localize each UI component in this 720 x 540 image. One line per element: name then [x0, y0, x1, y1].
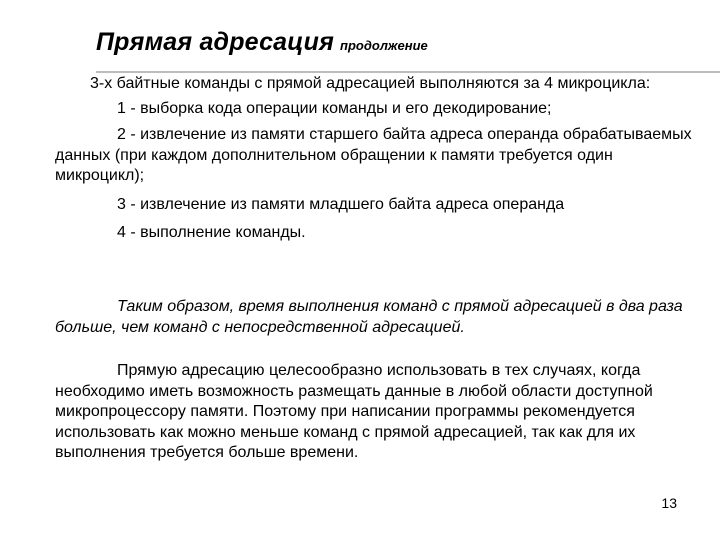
title-main: Прямая адресация — [96, 28, 335, 56]
title-subtitle: продолжение — [340, 38, 428, 53]
title-divider — [96, 71, 720, 73]
paragraph-intro: 3-х байтные команды с прямой адресацией выполняются за 4 микроцикла: — [90, 75, 651, 92]
list-item-step-3: 3 - извлечение из памяти младшего байта адреса операнда — [117, 195, 565, 213]
slide-title — [96, 28, 428, 57]
list-item-step-4: 4 - выполнение команды. — [117, 224, 306, 241]
list-item-step-1: 1 - выборка кода операции команды и его декодирование; — [117, 99, 552, 117]
slide-body-block-1 — [55, 74, 695, 244]
slide-body-block-3 — [55, 361, 695, 464]
paragraph-conclusion: Таким образом, время выполнения команд с прямой адресацией в два раза больше, чем команд с непосредственной адресацией. — [55, 298, 683, 336]
page-number: 13 — [661, 495, 677, 511]
list-item-step-2: 2 - извлечение из памяти старшего байта адреса операнда обрабатываемых данных (при каждом дополнительном обращении к памяти требуется один микроцикл); — [55, 126, 692, 184]
slide-body-block-2 — [55, 297, 695, 338]
paragraph-recommendation: Прямую адресацию целесообразно использовать в тех случаях, когда необходимо иметь возможность размещать данные в любой области доступной микропроцессору памяти. Поэтому при написании программы рекомендуется использовать как можно меньше команд с прямой адресацией, так как для их выполнения требуется больше времени. — [55, 362, 653, 461]
